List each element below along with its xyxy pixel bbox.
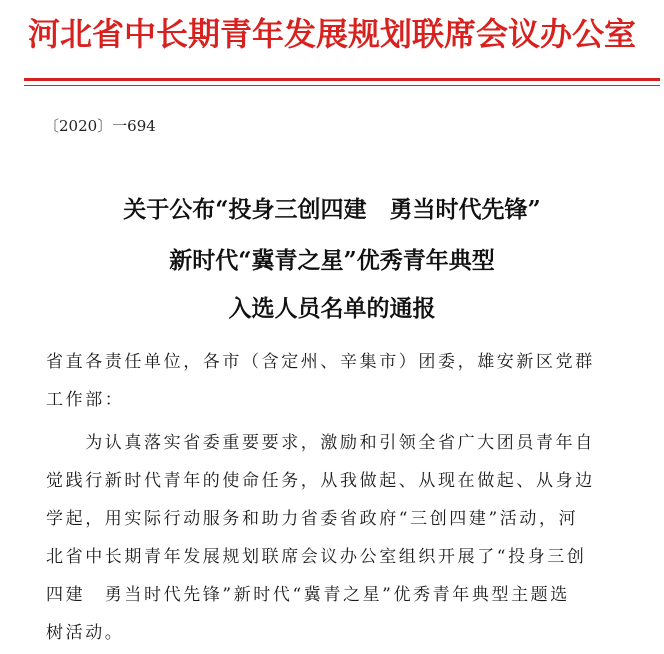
body-paragraph-line: 树活动。 <box>46 623 125 643</box>
salutation-line-2: 工作部： <box>46 390 125 410</box>
document-number: 〔2020〕一694 <box>44 117 156 135</box>
body-paragraph-line: 学起，用实际行动服务和助力省委省政府“三创四建”活动，河 <box>46 509 579 529</box>
document-title-line-1: 关于公布“投身三创四建 勇当时代先锋” <box>123 196 541 223</box>
document-title-line-2: 新时代“冀青之星”优秀青年典型 <box>169 247 495 274</box>
header-red-rule-thick <box>24 78 660 81</box>
document-title-line-3: 入选人员名单的通报 <box>228 295 436 322</box>
issuing-org-header: 河北省中长期青年发展规划联席会议办公室 <box>27 15 636 53</box>
body-paragraph-line: 觉践行新时代青年的使命任务，从我做起、从现在做起、从身边 <box>46 471 595 491</box>
header-red-rule-thin <box>24 85 660 86</box>
body-paragraph-line: 为认真落实省委重要要求，激励和引领全省广大团员青年自 <box>46 433 595 453</box>
salutation-line-1: 省直各责任单位，各市（含定州、辛集市）团委，雄安新区党群 <box>46 352 595 372</box>
body-paragraph-line: 四建 勇当时代先锋”新时代“冀青之星”优秀青年典型主题选 <box>46 585 570 605</box>
body-paragraph-line: 北省中长期青年发展规划联席会议办公室组织开展了“投身三创 <box>46 547 587 567</box>
